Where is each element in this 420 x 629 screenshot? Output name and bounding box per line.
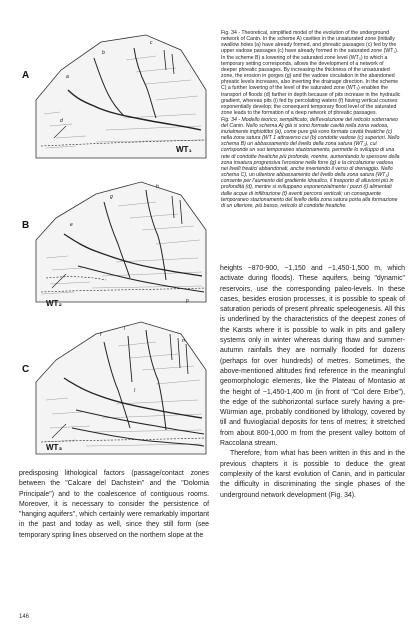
letter-d-a: d xyxy=(60,118,63,124)
caption-english: Fig. 34 - Theoretical, simplified model of the evolution of the underground network of Canin. In the scheme A) cavities in the unsaturated zone (initially swallow holes (a) have already formed, and phreatic passages (c) fed by the upper vadose passages (c) have already formed in the saturated zone (WT₁). In the scheme B) a lowering of the saturated zone level (WT₂) to which a temporary setting corresponds, allows the development of a network of deeper phreatic passages. By increasing the thickness of the unsaturated zone, the erosion in gorges (g) and the vadose circulation in the abandoned phreatic levels increases, also inverting the drainage direction. In the scheme C) a further lowering of the level of the saturated zone (WT₃) enables the transport of floods (d) farther in depth because of pits increase in the hydraulic gradient, whereas pits (i) fed by percolating waters (f) having vertical courses exponentially develop; the consequent temporary flood level of the saturated zone leads to the formation of a deep network of phreatic passages. xyxy=(221,30,401,117)
karst-evolution-figure xyxy=(6,30,214,460)
figure-label-b: B xyxy=(22,220,30,231)
letter-b-a: b xyxy=(102,50,105,56)
letter-e-b: e xyxy=(70,222,73,228)
body-paragraph-right-1: heights ~870-900, ~1,150 and ~1,450-1,500 m, which activate during floods). These aquifers, being "dynamic" reservoirs, use the corresponding paleo-levels. In these cases, besides erosion processes, it is possible to speak of saturation periods of present phreatic speleogenesis. All this is underlined by the characteristics of the deepest zones of the Karsts where it is possible to walk in pits and gallery systems only in winter whereas during thaw and summer-autumn rainfalls they are normally flooded for dozens (perhaps for over hundreds) of metres. Sometimes, the above-mentioned altitudes find reference in the meaningful geomorphologic elements, like the Plateau of Montasio at the height of ~1,450-1,400 m (in front of "Col dere Erbe"), the edge of the subhorizontal surface surely having a pre-Würmian age, probably conditioned by lithology, covered by till and fluvioglacial deposits for tens of metres; it stretched from about 800-1,000 m from the present valley bottom of Raccolana stream. xyxy=(220,265,405,448)
figure-drawing xyxy=(6,30,214,460)
figure-label-c: C xyxy=(22,364,30,375)
body-paragraph-right-2: Therefore, from what has been written in this and in the previous chapters it is possible to deduce the great complexity of the karst evolution of Canin, and in particular the difficulty in discriminating the single phases of the underground network development (Fig. 34). xyxy=(220,450,405,499)
figure-label-a: A xyxy=(22,70,30,81)
body-column-left xyxy=(19,469,209,541)
block-b xyxy=(36,182,206,302)
wt3-label: WT₃ xyxy=(46,443,63,452)
wt1-label: WT₁ xyxy=(176,145,192,154)
letter-i-c: i xyxy=(124,326,126,332)
letter-g-b: g xyxy=(110,194,113,200)
wt2-label: WT₂ xyxy=(46,299,62,308)
block-a xyxy=(36,35,206,158)
caption-italian: Fig. 34 - Modello teorico, semplificato, dell'evoluzione del reticolo sotterraneo del Canin. Nello schema A) già si sono formate cavità nella zona vadosa, inizialmente inghiottitoi (a), come pure già sono formate cavità freatiche (c) nella zona satura (WT 1 attraverso cui (b) condotte vadose (c) superiori. Nello schema B) un abbassamento del livello della zona satura (WT₂), cui corrisponde un suo temporaneo stazionamento, permette lo sviluppo di una rete di condotte freatiche più profonde, mentre, aumentando lo spessore della zona insatura progressiva l'erosione nelle forre (g) e la circolazione vadosa nei livelli freatici abbandonati, anche invertendo il verso di drenaggio. Nello schema C), un ulteriore abbassamento del livello della zona satura (WT₃) consente per l'aumento del gradiente idraulico, il trasporto di alluvioni più in profondità (d), mentre si sviluppano esponenzialmente i pozzi (i) alimentati dalle acque di infiltrazione (f) aventi percorsi verticali; un conseguente temporaneo stazionamento del livello della zona satura porta alla formazione di un ulteriore, più basso, reticolo di condotte freatiche. xyxy=(221,116,400,209)
letter-f-c: f xyxy=(100,332,102,338)
figure-caption xyxy=(221,30,401,209)
letter-p-b: p xyxy=(186,298,189,304)
letter-n-c: n xyxy=(182,338,185,344)
letter-c-a: c xyxy=(150,40,153,46)
body-paragraph-left: predisposing lithological factors (passage/contact zones between the "Calcare del Dachstein" and the "Dolomia Principale") and to the coalescence of contiguous rooms. Moreover, it is necessary to consider the persistence of "hanging aquifers", which certainly were remarkably important in the past and today as well, since they still form (see temporary spring lines observed on the northern slope at the xyxy=(19,470,209,539)
letter-l-c: l xyxy=(134,388,136,394)
body-column-right xyxy=(220,264,405,501)
letter-a-a: a xyxy=(66,74,69,80)
page-number: 146 xyxy=(19,614,30,620)
block-c xyxy=(36,322,206,454)
letter-h-b: h xyxy=(156,184,159,190)
